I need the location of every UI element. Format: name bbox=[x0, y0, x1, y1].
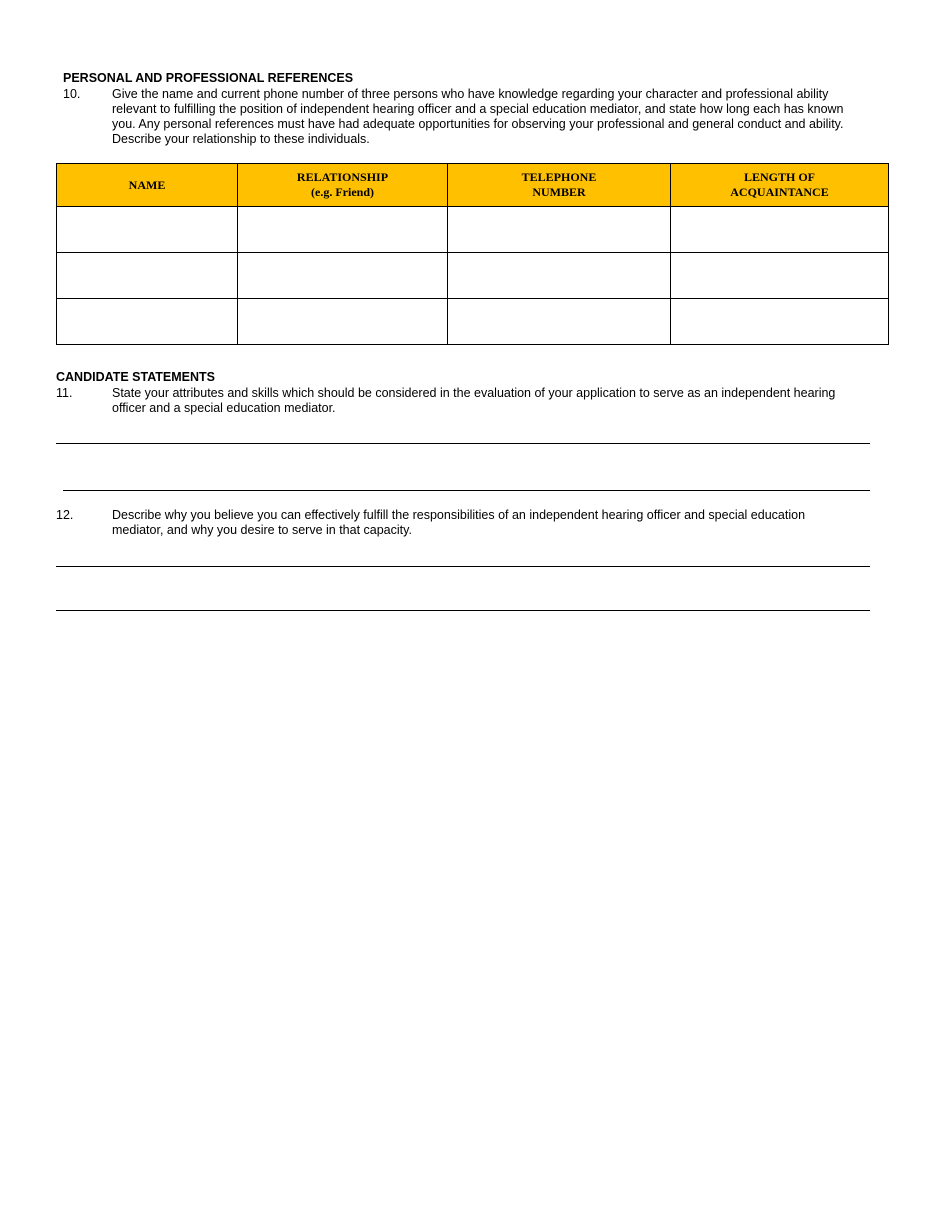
reference-relationship-cell[interactable] bbox=[238, 207, 448, 253]
column-header-relationship: RELATIONSHIP (e.g. Friend) bbox=[238, 164, 448, 207]
answer-line[interactable] bbox=[56, 566, 870, 567]
question-text bbox=[112, 87, 844, 147]
references-heading: PERSONAL AND PROFESSIONAL REFERENCES bbox=[63, 71, 354, 85]
column-header-telephone: TELEPHONE NUMBER bbox=[448, 164, 671, 207]
question-number: 10. bbox=[63, 87, 81, 101]
reference-telephone-cell[interactable] bbox=[448, 299, 671, 345]
question-text bbox=[112, 386, 835, 416]
reference-acquaintance-cell[interactable] bbox=[671, 299, 889, 345]
answer-line[interactable] bbox=[63, 490, 870, 491]
reference-telephone-cell[interactable] bbox=[448, 253, 671, 299]
reference-name-cell[interactable] bbox=[57, 207, 238, 253]
question-line: Give the name and current phone number of three persons who have knowledge regarding your character and professional ability bbox=[112, 87, 829, 101]
question-line: mediator, and why you desire to serve in that capacity. bbox=[112, 523, 412, 537]
reference-acquaintance-cell[interactable] bbox=[671, 207, 889, 253]
reference-acquaintance-cell[interactable] bbox=[671, 253, 889, 299]
question-text bbox=[112, 508, 805, 538]
reference-telephone-cell[interactable] bbox=[448, 207, 671, 253]
question-line: officer and a special education mediator. bbox=[112, 401, 336, 415]
question-line: you. Any personal references must have had adequate opportunities for observing your professional and general conduct and ability. bbox=[112, 117, 844, 131]
reference-relationship-cell[interactable] bbox=[238, 299, 448, 345]
table-row bbox=[57, 207, 889, 253]
question-line: Describe your relationship to these individuals. bbox=[112, 132, 370, 146]
answer-line[interactable] bbox=[56, 443, 870, 444]
reference-name-cell[interactable] bbox=[57, 253, 238, 299]
candidate-statements-heading: CANDIDATE STATEMENTS bbox=[56, 370, 216, 384]
table-row bbox=[57, 299, 889, 345]
question-line: relevant to fulfilling the position of independent hearing officer and a special education mediator, and state how long each has known bbox=[112, 102, 844, 116]
table-row bbox=[57, 253, 889, 299]
question-line: State your attributes and skills which should be considered in the evaluation of your application to serve as an independent hearing bbox=[112, 386, 836, 400]
reference-relationship-cell[interactable] bbox=[238, 253, 448, 299]
column-header-acquaintance: LENGTH OF ACQUAINTANCE bbox=[671, 164, 889, 207]
reference-name-cell[interactable] bbox=[57, 299, 238, 345]
answer-line[interactable] bbox=[56, 610, 870, 611]
table-header-row bbox=[57, 164, 889, 207]
question-line: Describe why you believe you can effectively fulfill the responsibilities of an independent hearing officer and special education bbox=[112, 508, 806, 522]
question-number: 11. bbox=[56, 386, 73, 400]
column-header-name: NAME bbox=[57, 164, 238, 207]
references-table bbox=[56, 163, 889, 345]
question-number: 12. bbox=[56, 508, 74, 522]
